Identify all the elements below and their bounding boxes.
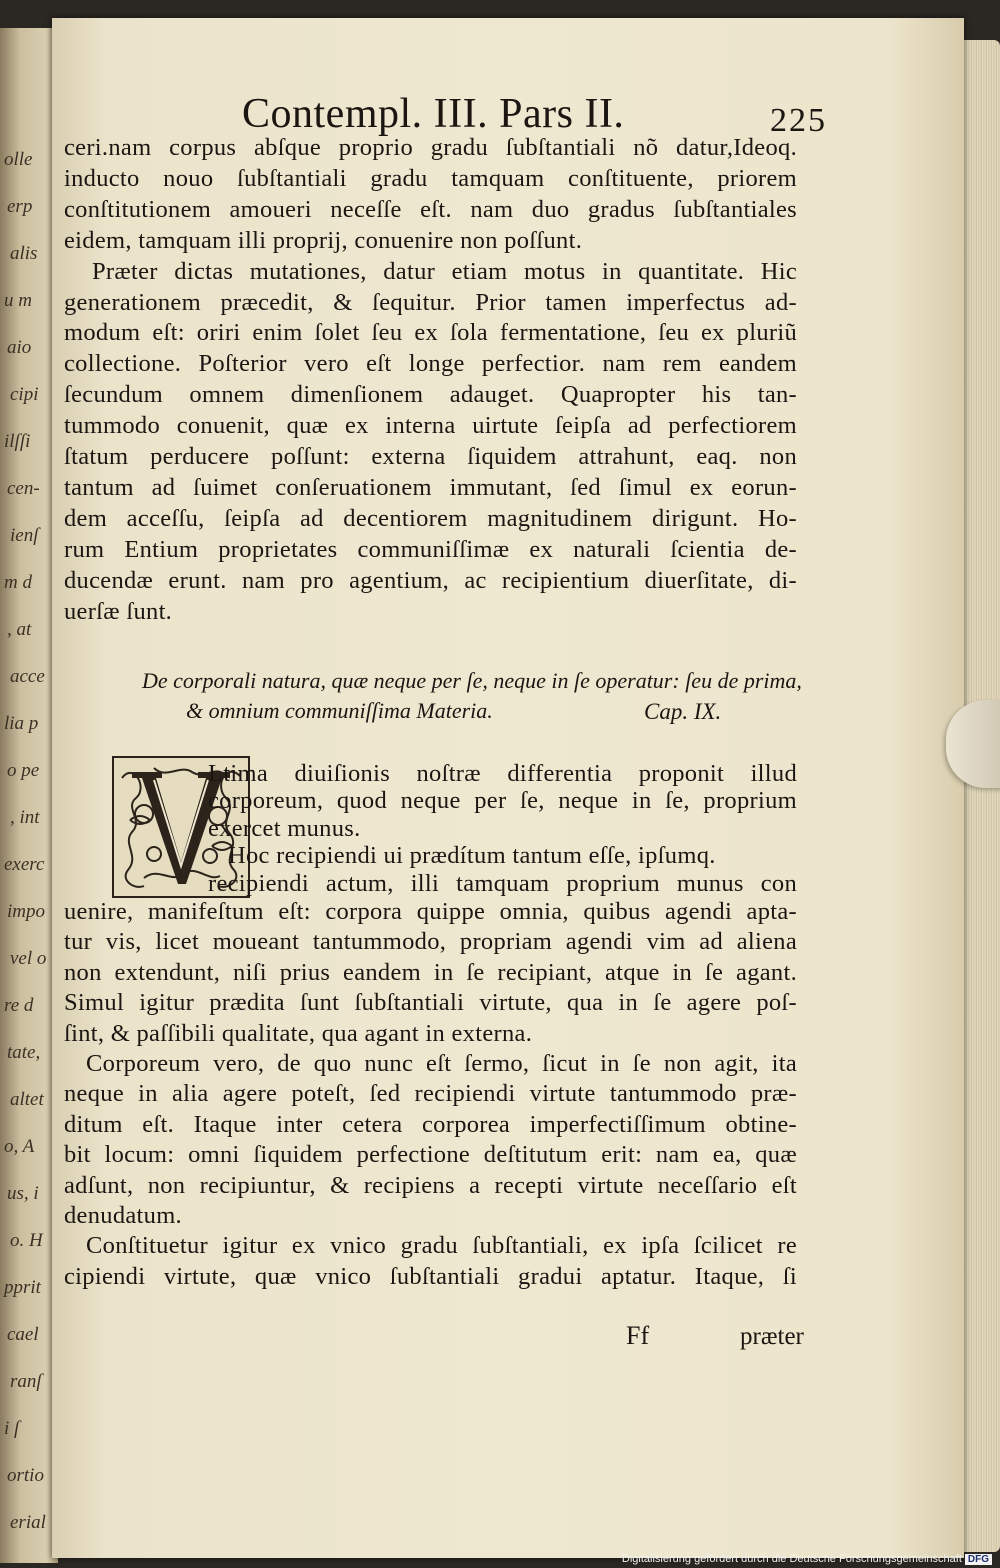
left-page-fragment: acce [10,666,45,687]
top-line-11: ſtatum perducere poſſunt: externa ſiquidem attrahunt, eaq. non [64,443,797,470]
left-page-fragment: exerc [4,854,45,875]
left-page-fragment: re d [4,995,34,1016]
left-page-fragment: impo [7,901,45,922]
chapter-heading-line-2: & omnium communiſſima Materia. [186,698,493,723]
left-page-fragment: lia p [4,713,39,734]
left-page-fragment: us, i [7,1183,39,1204]
bottom-line-9: bit locum: omni ſiquidem perfectione deſtitutum erit: nam ea, quæ [64,1141,797,1169]
bottom-line-10: adſunt, non recipiuntur, & recipiens a recepti virtute neceſſario eſt [64,1171,797,1199]
left-page-fragment: o. H [10,1230,43,1251]
top-line-16: uerſæ ſunt. [64,597,173,625]
page-number: 225 [770,102,827,139]
top-line-9: ſecundum omnem dimenſionem adauget. Quapropter his tan- [64,381,797,409]
signature-mark: Ff [626,1321,650,1350]
footer-text: Digitalisierung gefördert durch die Deutsche Forschungsgemeinschaft [621,1553,962,1565]
initial-line-2: corporeum, quod neque per ſe, neque in ſe, proprium [208,787,797,815]
digitization-footer [622,1553,992,1565]
left-page-fragment: cael [7,1324,39,1345]
left-page-fragment: u m [4,290,32,311]
bottom-line-13: cipiendi virtute, quæ vnico ſubſtantiali gradui aptatur. Itaque, ſi [64,1262,797,1290]
running-head: Contempl. III. Pars II. [242,91,625,137]
bottom-line-12: Conſtituetur igitur ex vnico gradu ſubſtantiali, ex ipſa ſcilicet re [86,1232,797,1260]
left-page-fragment: alis [10,243,38,264]
initial-line-5: recipiendi actum, illi tamquam proprium munus con [208,869,797,897]
chapter-number: Cap. IX. [644,699,722,724]
left-page-fragment: erp [7,196,33,217]
left-page-fragment: , at [7,619,32,640]
top-line-12: tantum ad ſuimet conſeruationem immutant, ſed ſimul ex eorun- [64,473,797,501]
bottom-line-2: tur vis, licet moueant tantummodo, propriam agendi vim ad aliena [64,928,797,956]
top-line-6: generationem præcedit, & ſequitur. Prior tamen imperfectus ad- [64,288,797,316]
top-line-10: tummodo conuenit, quæ ex interna uirtute ſeipſa ad perfectiorem [64,412,797,440]
page-stack-edge [962,40,1000,1552]
left-page-fragment: aio [7,337,32,358]
left-page-fragment: ortio [7,1465,44,1486]
dfg-logo: DFG [965,1554,992,1565]
left-page-fragment: vel o [10,948,47,969]
left-page-fragment: i ſ [4,1418,20,1439]
bottom-line-11: denudatum. [64,1202,182,1229]
bottom-line-8: ditum eſt. Itaque inter cetera corporea imperfectiſſimum obtine- [64,1110,797,1138]
top-line-2: inducto nouo ſubſtantiali gradu tamquam conſtituente, priorem [64,164,797,192]
left-page-fragment: erial [10,1512,46,1533]
left-page-fragment: cipi [10,384,39,405]
top-line-14: rum Entium proprietates communiſſimæ ex naturali ſcientia de- [64,535,797,563]
left-page-edge [0,28,58,1563]
left-page-fragment: ranſ [10,1371,42,1392]
top-line-15: ducendæ erunt. nam pro agentium, ac recipientium diuerſitate, di- [64,566,797,594]
top-line-7: modum eſt: oriri enim ſolet ſeu ex ſola fermentatione, ſeu ex pluriũ [64,319,797,347]
bottom-line-3: non extendunt, niſi prius eandem in ſe recipiant, atque in ſe agant. [64,958,797,986]
left-page-fragment: tate, [7,1042,41,1063]
left-page-fragment: olle [4,149,33,170]
top-line-1: ceri.nam corpus abſque proprio gradu ſubſtantiali nõ datur,Ideoq. [64,134,797,161]
bottom-line-7: neque in alia agere poteſt, ſed recipiendi virtute tantummodo præ- [64,1080,797,1108]
initial-line-3: exercet munus. [208,814,361,842]
bottom-line-6: Corporeum vero, de quo nunc eſt ſermo, ſicut in ſe non agit, ita [86,1050,797,1077]
left-page-fragment: o, A [4,1136,35,1157]
left-page-fragment: o pe [7,760,40,781]
book-page [52,18,964,1558]
initial-line-1: Ltima diuiſionis noſtræ differentia proponit illud [208,760,797,787]
left-page-fragment: ienſ [10,525,39,546]
bottom-line-1: uenire, manifeſtum eſt: corpora quippe omnia, quibus agendi apta- [64,898,797,925]
left-page-fragment: ilſſi [4,431,31,452]
top-line-3: conſtitutionem amoueri neceſſe eſt. nam duo gradus ſubſtantiales [64,195,797,223]
bottom-line-4: Simul igitur prædita ſunt ſubſtantiali virtute, qua in ſe agere poſ- [64,989,797,1017]
catchword: præter [740,1323,804,1350]
left-page-fragment: , int [10,807,40,828]
initial-line-4: Hoc recipiendi ui prædítum tantum eſſe, ipſumq. [228,842,716,870]
chapter-heading-line-1: De corporali natura, quæ neque per ſe, neque in ſe operatur: ſeu de prima, [142,668,802,693]
left-page-fragment: pprit [4,1277,41,1298]
bottom-line-5: ſint, & paſſibili qualitate, qua agant in externa. [64,1019,533,1047]
top-line-5: Præter dictas mutationes, datur etiam motus in quantitate. Hic [92,257,797,285]
left-page-fragment: m d [4,572,32,593]
top-line-4: eidem, tamquam illi proprij, conuenire non poſſunt. [64,226,583,254]
top-line-13: dem acceſſu, ſeipſa ad decentiorem magnitudinem dirigunt. Ho- [64,504,797,532]
top-line-8: collectione. Poſterior vero eſt longe perfectior. nam rem eandem [64,350,797,378]
left-page-fragment: cen- [7,478,40,499]
left-page-fragment: altet [10,1089,44,1110]
